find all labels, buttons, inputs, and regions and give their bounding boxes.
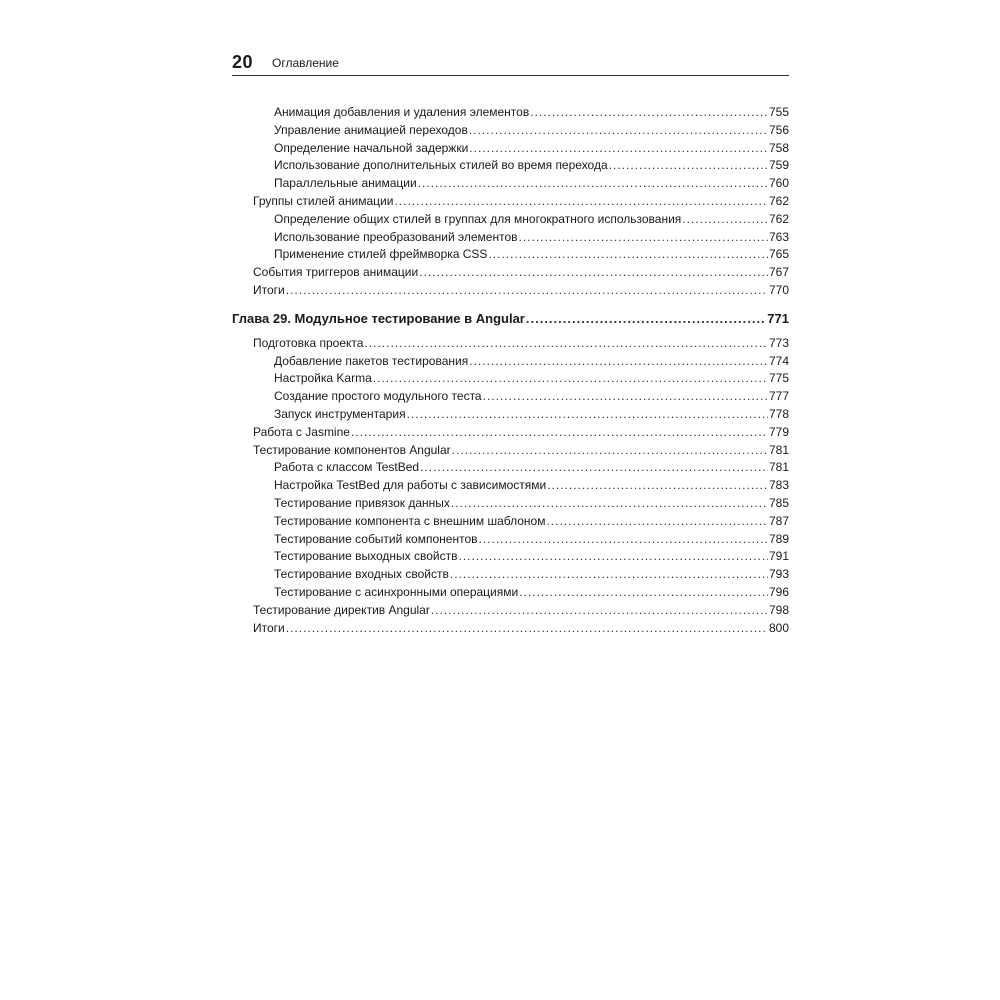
toc-entry-title: Подготовка проекта xyxy=(253,335,364,350)
toc-entry-page: 800 xyxy=(768,620,789,635)
toc-chapter-page: 771 xyxy=(767,310,789,326)
toc-entry-title: Анимация добавления и удаления элементов xyxy=(274,105,530,119)
toc-dot-leader xyxy=(488,246,768,264)
toc-entry-title: Использование преобразований элементов xyxy=(274,229,518,244)
toc-entry-title: Применение стилей фреймворка CSS xyxy=(274,247,488,262)
toc-dot-leader xyxy=(526,309,766,329)
toc-entry xyxy=(232,602,789,620)
toc-entry-page: 763 xyxy=(768,229,789,244)
toc-entry xyxy=(232,193,789,211)
toc-entry-title: Тестирование привязок данных xyxy=(274,495,450,510)
toc-entry-title: Тестирование выходных свойств xyxy=(274,549,458,564)
toc-entry xyxy=(232,335,789,353)
toc-entry-title: Определение начальной задержки xyxy=(274,140,469,155)
toc-dot-leader xyxy=(407,406,768,424)
toc-entry xyxy=(232,104,789,122)
toc-entry xyxy=(232,211,789,229)
toc-entry xyxy=(232,620,789,638)
toc-entry xyxy=(232,246,789,264)
toc-dot-leader xyxy=(469,122,768,140)
toc-dot-leader xyxy=(682,211,768,229)
toc-entry xyxy=(232,353,789,371)
toc-entry-title: Параллельные анимации xyxy=(274,176,417,191)
toc-entry xyxy=(232,477,789,495)
toc-entry-page: 793 xyxy=(768,567,789,582)
toc-entry-title: Использование дополнительных стилей во время перехода xyxy=(274,158,608,173)
toc-entry-title: Настройка TestBed для работы с зависимостями xyxy=(274,478,547,493)
toc-entry-title: Тестирование компонента с внешним шаблоном xyxy=(274,513,546,528)
toc-entry-page: 767 xyxy=(768,265,789,280)
toc-entry xyxy=(232,140,789,158)
toc-dot-leader xyxy=(519,584,768,602)
toc-entry-title: Работа с классом TestBed xyxy=(274,460,420,475)
toc-entry-page: 777 xyxy=(768,389,789,404)
table-of-contents xyxy=(232,104,789,637)
toc-dot-leader xyxy=(364,335,768,353)
toc-dot-leader xyxy=(394,193,768,211)
toc-section-previous-chapter xyxy=(232,104,789,300)
toc-entry-page: 765 xyxy=(768,247,789,262)
toc-entry-page: 756 xyxy=(768,122,789,137)
toc-entry-title: Добавление пакетов тестирования xyxy=(274,353,469,368)
toc-entry-title: Работа с Jasmine xyxy=(253,424,350,439)
toc-dot-leader xyxy=(530,104,768,122)
toc-entry-page: 779 xyxy=(768,424,789,439)
toc-entry xyxy=(232,370,789,388)
toc-entry xyxy=(232,459,789,477)
toc-entry-page: 770 xyxy=(768,282,789,297)
toc-dot-leader xyxy=(479,531,768,549)
toc-entry-page: 773 xyxy=(768,335,789,350)
toc-entry-page: 759 xyxy=(768,158,789,173)
toc-entry-page: 762 xyxy=(768,211,789,226)
toc-dot-leader xyxy=(351,424,768,442)
toc-entry-title: Группы стилей анимации xyxy=(253,193,394,208)
toc-dot-leader xyxy=(483,388,768,406)
toc-entry-title: Тестирование событий компонентов xyxy=(274,531,478,546)
toc-entry xyxy=(232,548,789,566)
toc-entry-page: 791 xyxy=(768,549,789,564)
toc-entry-page: 760 xyxy=(768,176,789,191)
toc-entry xyxy=(232,566,789,584)
toc-dot-leader xyxy=(286,282,768,300)
toc-entry-title: Тестирование входных свойств xyxy=(274,567,449,582)
toc-entry xyxy=(232,175,789,193)
toc-entry-title: Тестирование с асинхронными операциями xyxy=(274,584,519,599)
toc-entry-page: 787 xyxy=(768,513,789,528)
toc-entry xyxy=(232,495,789,513)
toc-entry-title: Управление анимацией переходов xyxy=(274,122,468,137)
page-header xyxy=(232,50,789,76)
toc-entry-page: 775 xyxy=(768,371,789,386)
toc-entry-title: Тестирование компонентов Angular xyxy=(253,442,451,457)
toc-section-chapter-29 xyxy=(232,335,789,638)
toc-entry-title: Настройка Karma xyxy=(274,371,372,386)
toc-entry-page: 774 xyxy=(768,353,789,368)
toc-chapter-heading xyxy=(232,309,789,329)
toc-entry xyxy=(232,157,789,175)
toc-dot-leader xyxy=(418,175,768,193)
toc-dot-leader xyxy=(431,602,768,620)
toc-dot-leader xyxy=(286,620,768,638)
toc-entry-title: Создание простого модульного теста xyxy=(274,389,482,404)
toc-dot-leader xyxy=(373,370,768,388)
toc-entry-title: Определение общих стилей в группах для многократного использования xyxy=(274,211,682,226)
toc-dot-leader xyxy=(451,495,768,513)
toc-dot-leader xyxy=(547,477,768,495)
toc-entry xyxy=(232,406,789,424)
toc-entry xyxy=(232,122,789,140)
toc-entry xyxy=(232,531,789,549)
toc-dot-leader xyxy=(452,442,768,460)
toc-entry xyxy=(232,388,789,406)
toc-entry-page: 781 xyxy=(768,460,789,475)
toc-dot-leader xyxy=(469,353,768,371)
toc-entry xyxy=(232,442,789,460)
toc-entry-page: 781 xyxy=(768,442,789,457)
toc-entry-title: Итоги xyxy=(253,282,285,297)
toc-dot-leader xyxy=(458,548,767,566)
toc-dot-leader xyxy=(519,229,768,247)
toc-entry-page: 755 xyxy=(768,105,789,119)
toc-entry-page: 758 xyxy=(768,140,789,155)
toc-chapter-title: Глава 29. Модульное тестирование в Angular xyxy=(232,310,525,326)
toc-entry xyxy=(232,282,789,300)
toc-entry-page: 789 xyxy=(768,531,789,546)
toc-entry xyxy=(232,584,789,602)
toc-entry-title: События триггеров анимации xyxy=(253,265,419,280)
toc-entry-page: 762 xyxy=(768,193,789,208)
toc-dot-leader xyxy=(469,140,768,158)
toc-dot-leader xyxy=(419,264,768,282)
toc-entry-page: 796 xyxy=(768,584,789,599)
toc-entry xyxy=(232,229,789,247)
toc-entry-title: Тестирование директив Angular xyxy=(253,602,430,617)
toc-entry-page: 778 xyxy=(768,406,789,421)
page-number: 20 xyxy=(232,52,254,72)
toc-dot-leader xyxy=(450,566,768,584)
running-title: Оглавление xyxy=(272,56,339,70)
toc-entry xyxy=(232,424,789,442)
toc-entry xyxy=(232,264,789,282)
toc-entry-title: Запуск инструментария xyxy=(274,406,406,421)
toc-entry xyxy=(232,513,789,531)
toc-entry-title: Итоги xyxy=(253,620,285,635)
toc-dot-leader xyxy=(546,513,768,531)
toc-dot-leader xyxy=(420,459,768,477)
toc-entry-page: 798 xyxy=(768,602,789,617)
toc-entry-page: 783 xyxy=(768,478,789,493)
toc-entry-page: 785 xyxy=(768,495,789,510)
toc-dot-leader xyxy=(609,157,768,175)
